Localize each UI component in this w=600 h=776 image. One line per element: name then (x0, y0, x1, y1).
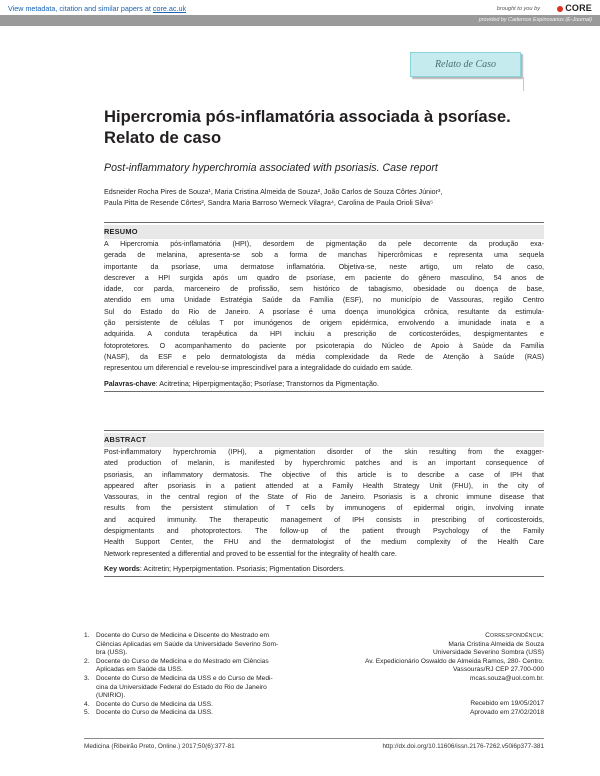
resumo-line: importante da psoríase, uma dermatose inflamatória. Objetiva-se, neste artigo, um relato de caso, (104, 262, 544, 271)
resumo-line: representou um diferencial e revelou-se imprescindível para a integralidade do cuidado em saúde. (104, 364, 413, 373)
affiliation-footnotes (84, 632, 308, 718)
resumo-line: Sul do Estado do Rio de Janeiro. A psoríase é uma doença imunológica crônica, resultante da estimula- (104, 307, 544, 316)
abstract-body (104, 447, 544, 560)
core-link-text[interactable]: core.ac.uk (152, 4, 187, 13)
abstract-keywords (104, 565, 544, 577)
correspondence-line: Maria Cristina Almeida de Souza (448, 640, 544, 648)
abstract-line: Health Support Center, the FHU and the dermatologist of the medium complexity of the Health Care (104, 538, 544, 547)
core-logo-text: CORE (565, 3, 592, 13)
abstract-line: appeared after psoriasis in a patient attended at a Family Health Strategy Unit (FHU), in the city of (104, 481, 544, 490)
resumo-heading: RESUMO (104, 227, 138, 236)
footnote-line: Docente do Curso de Medicina da USS e do Curso de Medi- (96, 674, 273, 682)
footnote-line: Docente do Curso de Medicina da USS. (96, 709, 213, 717)
authors-line-1: Edsneider Rocha Pires de Souza¹, Maria Cristina Almeida de Souza², João Carlos de Souza Côrtes Júnior³, (104, 188, 443, 196)
footnote-item (84, 658, 308, 675)
abstract-line: Network represented a differential and proved to be essential for the integrality of health care. (104, 549, 397, 558)
footnote-item (84, 701, 308, 710)
footnote-line: Docente do Curso de Medicina e Discente do Mestrado em (96, 632, 269, 639)
abstract-line: psoriasis, an inflammatory dermatosis. The objective of this article is to describe a case of IPH that (104, 470, 544, 479)
journal-citation: Medicina (Ribeirão Preto, Online.) 2017;50(6):377-81 (84, 743, 235, 750)
core-metadata-link[interactable] (8, 4, 186, 13)
correspondence-block (312, 632, 544, 684)
resumo-keywords-text: : Acitretina; Hiperpigmentação; Psoríase; Transtornos da Pigmentação. (155, 379, 379, 388)
section-badge-label: Relato de Caso (434, 59, 497, 70)
brought-by-text: brought to you by (496, 6, 540, 12)
badge-divider (523, 77, 524, 91)
resumo-body (104, 239, 544, 375)
resumo-line: ção persistente de células T por imunógenos de origem epidérmica, envolvendo a imunidade inata e a (104, 319, 544, 328)
submission-dates (312, 700, 544, 717)
correspondence-line: Av. Expedicionário Oswaldo de Almeida Ramos, 280- Centro. (365, 657, 544, 665)
author-list (104, 187, 544, 210)
correspondence-heading: Correspondência: (485, 632, 544, 639)
core-banner (0, 0, 600, 26)
footer-divider (84, 738, 544, 739)
section-badge (410, 52, 521, 77)
resumo-keywords-label: Palavras-chave (104, 379, 156, 388)
footnote-number: 3. (84, 674, 90, 682)
resumo-keywords (104, 380, 544, 392)
provided-by-text: provided by Cadernos Espinosanos (E-Journal) (478, 17, 592, 23)
footnote-line: bra (USS). (96, 649, 128, 657)
resumo-line: (NASF), da ESF e pelo dermatologista da média complexidade da Rede de Atenção à Saúde (RAS) (104, 352, 544, 361)
received-date: Recebido em 19/05/2017 (470, 700, 544, 707)
resumo-line: idade, cor parda, marceneiro de profissão, sem histórico de tabagismo, obesidade ou doença de base, (104, 285, 544, 294)
footnote-line: Docente do Curso de Medicina da USS. (96, 700, 213, 708)
doi-link[interactable]: http://dx.doi.org/10.11606/issn.2176-7262.v50i6p377-381 (382, 743, 544, 750)
abstract-line: Vassouras, in the central region of the State of Rio de Janeiro. Psoriasis is a chronic immune disease that (104, 493, 544, 502)
approved-date: Aprovado em 27/02/2018 (469, 708, 544, 716)
resumo-line: atendido em uma Unidade Estratégia Saúde da Família (ESF), no município de Vassouras, região Centro (104, 296, 544, 305)
footnote-line: cina da Universidade Federal do Estado do Rio de Janeiro (96, 683, 267, 691)
resumo-section (104, 222, 544, 392)
resumo-line: descrever a HPI surgida após um quadro de psoríase, em paciente do gênero masculino, 54 anos de (104, 273, 544, 282)
title-line-2: Relato de caso (104, 127, 222, 147)
correspondence-line: Vassouras/RJ CEP 27.700-000 (452, 666, 544, 674)
abstract-line: ated production of melanin, is manifested by hyperchromic patches and is an important consequence of (104, 459, 544, 468)
footnote-item (84, 709, 308, 718)
footnote-line: Ciências Aplicadas em Saúde da Universidade Severino Som- (96, 640, 279, 648)
resumo-line: fotoprotetores. O acompanhamento do paciente por psicoterapia do Núcleo de Apoio à Saúde da Família (104, 341, 544, 350)
abstract-keywords-label: Key words (104, 564, 140, 573)
title-line-1: Hipercromia pós-inflamatória associada à psoríase. (104, 107, 511, 126)
footnote-item (84, 632, 308, 658)
abstract-line: results from the persistent stimulation of T cells by immunogens of epidermal origin, involving innate (104, 504, 544, 513)
core-logo-icon (557, 6, 563, 12)
core-link-prefix: View metadata, citation and similar papers at (8, 4, 153, 13)
provided-by-bar (0, 15, 600, 26)
footnote-number: 4. (84, 700, 90, 708)
abstract-line: despigmentants and photoprotectors. The follow-up of the patient through Psychology of the Family (104, 527, 544, 536)
footnote-item (84, 675, 308, 701)
authors-line-2: Paula Pitta de Resende Côrtes², Sandra Maria Barroso Werneck Vilagra⁴, Carolina de Paula Orioli Silva⁵ (104, 199, 434, 208)
footnote-number: 2. (84, 657, 90, 665)
correspondence-line: Universidade Severino Sombra (USS) (432, 649, 544, 657)
abstract-keywords-text: : Acitretin; Hyperpigmentation. Psoriasis; Pigmentation Disorders. (139, 564, 345, 573)
footnote-line: Aplicadas em Saúde da USS. (96, 666, 183, 674)
footnote-line: Docente do Curso de Medicina e do Mestrado em Ciências (96, 657, 269, 665)
resumo-line: gerada de melanina, apresenta-se sob a forma de manchas hipercrômicas e representa uma sequela (104, 251, 544, 260)
core-logo[interactable] (557, 3, 592, 13)
abstract-line: Post-inflammatory hyperchromia (IPH), a pigmentation disorder of the skin resulting from the exagger- (104, 448, 544, 456)
resumo-line: adquirida. A conduta terapêutica da HPI incluiu a prescrição de corticosteróides, despigmentantes e (104, 330, 544, 339)
abstract-line: and acquired immunity. The therapeutic management of IPH consists in prescribing of corticosteroids, (104, 515, 544, 524)
resumo-line: A Hipercromia pós-inflamatória (HPI), desordem de pigmentação da pele decorrente da produção exa- (104, 240, 544, 248)
article-subtitle: Post-inflammatory hyperchromia associated with psoriasis. Case report (104, 162, 438, 174)
footnote-line: (UNIRIO). (96, 692, 126, 700)
abstract-heading: ABSTRACT (104, 435, 147, 444)
footnote-number: 1. (84, 632, 90, 639)
article-title (104, 107, 544, 148)
footnote-number: 5. (84, 709, 90, 717)
correspondence-email[interactable]: mcas.souza@uol.com.br. (469, 674, 544, 682)
abstract-section (104, 430, 544, 577)
